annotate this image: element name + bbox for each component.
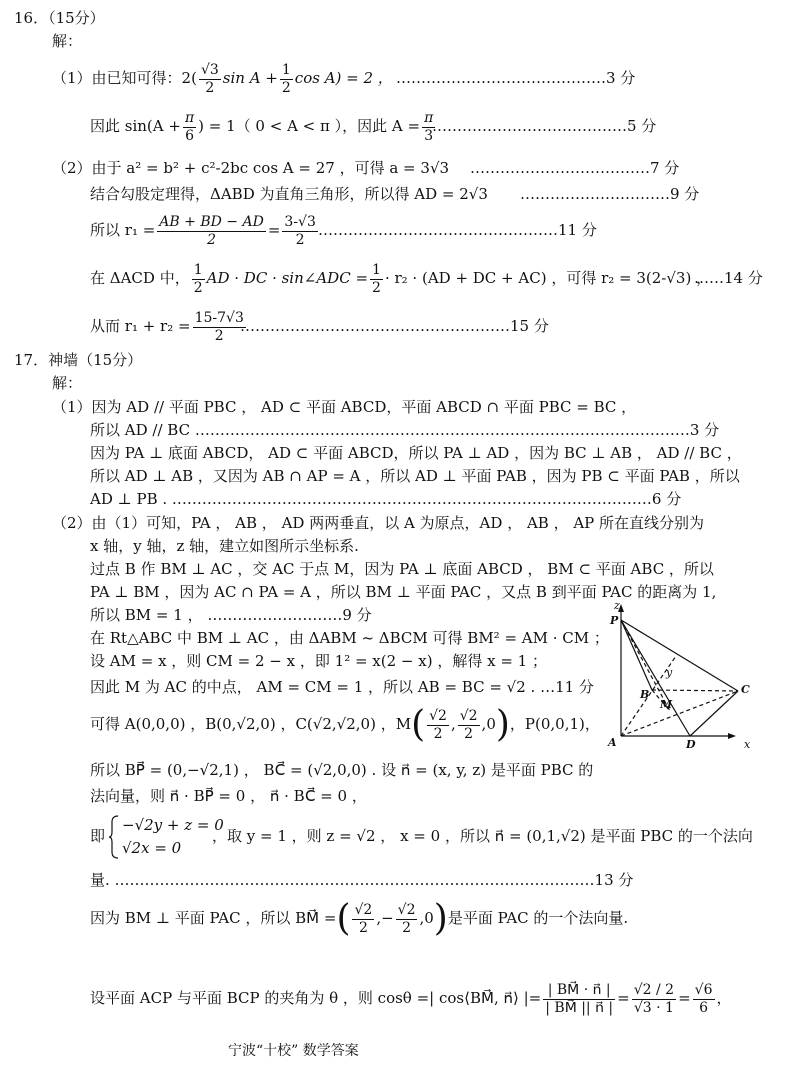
q16-line3: （2）由于 a² = b² + c²-2bc cos A = 27 ，可得 a = 3√3 bbox=[52, 159, 450, 177]
label-D: D bbox=[686, 738, 696, 751]
text: sin A + bbox=[222, 69, 278, 87]
denominator: 6 bbox=[185, 127, 195, 144]
numerator: √2 bbox=[429, 707, 447, 724]
equation-system bbox=[108, 814, 224, 860]
equation-1: −√2y + z = 0 bbox=[122, 816, 224, 834]
denominator: 2 bbox=[295, 231, 305, 248]
fraction bbox=[199, 62, 221, 97]
q16-points-11: …………………………………………11 分 bbox=[318, 221, 597, 239]
fraction bbox=[193, 310, 246, 345]
numerator: 1 bbox=[193, 261, 203, 278]
q16-points-5: …………………………………5 分 bbox=[432, 117, 657, 135]
q16-line1 bbox=[52, 58, 393, 98]
text: = bbox=[678, 989, 691, 1007]
text: ) = 1（ 0 < A < π ），因此 A = bbox=[198, 117, 421, 135]
q16-points-9: …………………………9 分 bbox=[520, 185, 700, 203]
fraction bbox=[352, 902, 374, 937]
numerator: √2 / 2 bbox=[633, 981, 675, 998]
fraction bbox=[192, 262, 205, 297]
q17-line17-rest: ，取 y = 1 ，则 z = √2 ， x = 0 ，所以 n⃗ = (0,1,√2) 是平面 PBC 的一个法向 bbox=[212, 827, 753, 845]
brace-icon bbox=[108, 814, 120, 860]
q16-points-3: ……………………………………3 分 bbox=[396, 69, 636, 87]
q17-line13: 因此 M 为 AC 的中点， AM = CM = 1 ，所以 AB = BC = √2 . …11 分 bbox=[90, 678, 594, 696]
label-C: C bbox=[741, 683, 750, 696]
denominator: 2 bbox=[464, 725, 474, 742]
denominator: 2 bbox=[214, 327, 224, 344]
edge-AC bbox=[621, 691, 738, 736]
denominator: 2 bbox=[205, 79, 215, 96]
numerator: √2 bbox=[397, 901, 416, 918]
denominator: 2 bbox=[281, 79, 291, 96]
text: ， bbox=[716, 989, 732, 1007]
label-y: y bbox=[666, 666, 673, 679]
q17-line2: 所以 AD // BC ………………………………………………………………………………………3 分 bbox=[90, 421, 720, 439]
edge-PD bbox=[621, 620, 690, 736]
text: 是平面 PAC 的一个法向量. bbox=[447, 909, 629, 927]
q16-title: 16．（15分） bbox=[14, 9, 105, 27]
q17-jie: 解： bbox=[52, 374, 83, 392]
text: 可得 A(0,0,0) ，B(0,√2,0) ，C(√2,√2,0) ，M bbox=[90, 715, 412, 733]
fraction bbox=[427, 708, 449, 743]
paren-right: ) bbox=[495, 704, 510, 745]
text: 在 ΔACD 中， bbox=[90, 269, 190, 287]
denominator: 2 bbox=[193, 279, 203, 296]
text: 即 bbox=[90, 827, 106, 845]
denominator: 2 bbox=[372, 279, 381, 296]
q16-line5 bbox=[90, 210, 320, 250]
pyramid-figure bbox=[604, 600, 768, 752]
paren-left: ( bbox=[336, 898, 351, 939]
equation-2: √2x = 0 bbox=[122, 839, 182, 857]
q17-line6: （2）由（1）可知，PA ， AB ， AD 两两垂直，以 A 为原点，AD ， AB ， AP 所在直线分别为 bbox=[52, 514, 705, 532]
fraction bbox=[370, 262, 383, 297]
q17-line12: 设 AM = x ，则 CM = 2 − x ，即 1² = x(2 − x) ，解得 x = 1 ； bbox=[90, 652, 547, 670]
paren-left: ( bbox=[411, 704, 426, 745]
q17-line16: 法向量，则 n⃗ · BP⃗ = 0 ， n⃗ · BC⃗ = 0 ， bbox=[90, 787, 367, 805]
text: ，P(0,0,1)， bbox=[509, 715, 600, 733]
denominator: 3 bbox=[424, 127, 434, 144]
denominator: 2 bbox=[402, 919, 412, 936]
q16-line7 bbox=[90, 306, 248, 346]
denominator: 2 bbox=[207, 231, 217, 248]
numerator: 15-7√3 bbox=[194, 309, 244, 326]
q17-line19: 因为 BM ⊥ 平面 PAC ，所以 BM⃗ =( $\frac{√2}{2}$ ,− $\frac{√2}{2}$ ,0)是平面 PAC 的一个法向量. bbox=[90, 898, 629, 939]
q16-points-14: ……14 分 bbox=[694, 269, 763, 287]
numerator: √2 bbox=[354, 901, 373, 918]
numerator: √6 bbox=[694, 981, 713, 998]
label-z: z bbox=[614, 600, 620, 612]
denominator: √3 · 1 bbox=[633, 999, 674, 1016]
edge-PC bbox=[621, 620, 738, 691]
q17-line1: （1）因为 AD // 平面 PBC ， AD ⊂ 平面 ABCD，平面 ABCD ∩ 平面 PBC = BC ， bbox=[52, 398, 637, 416]
denominator: 2 bbox=[433, 725, 443, 742]
text: 从而 r₁ + r₂ = bbox=[90, 317, 191, 335]
page-footer: 宁波“十校” 数学答案 bbox=[228, 1043, 359, 1059]
label-P: P bbox=[610, 614, 619, 627]
q16-line2 bbox=[90, 106, 437, 146]
fraction bbox=[280, 62, 293, 97]
q17-line15: 所以 BP⃗ = (0,−√2,1) ， BC⃗ = (√2,0,0) . 设 n⃗ = (x, y, z) 是平面 PBC 的 bbox=[90, 761, 594, 779]
label-A: A bbox=[608, 736, 617, 749]
numerator: √2 bbox=[459, 707, 478, 724]
text: = bbox=[617, 989, 630, 1007]
text: 设平面 ACP 与平面 BCP 的夹角为 θ ，则 cosθ =| cos⟨BM⃗, n⃗⟩ |= bbox=[90, 989, 542, 1007]
edge-DC bbox=[690, 691, 738, 736]
q17-line17 bbox=[90, 814, 105, 858]
numerator: √3 bbox=[200, 61, 219, 78]
x-arrow-icon bbox=[728, 733, 736, 739]
numerator: π bbox=[424, 109, 434, 126]
q16-jie: 解： bbox=[52, 32, 83, 50]
numerator: 3-√3 bbox=[284, 213, 316, 230]
q16-points-7: ………………………………7 分 bbox=[470, 159, 680, 177]
denominator: 2 bbox=[358, 919, 368, 936]
label-x: x bbox=[744, 738, 751, 751]
fraction bbox=[183, 110, 196, 145]
q17-line10: 所以 BM = 1 ， ………………………9 分 bbox=[90, 606, 372, 624]
q17-line5: AD ⊥ PB . ……………………………………………………………………………………6 分 bbox=[90, 490, 682, 508]
q17-line11: 在 Rt△ABC 中 BM ⊥ AC ，由 ΔABM ~ ΔBCM 可得 BM² = AM · CM ； bbox=[90, 629, 609, 647]
label-B: B bbox=[640, 688, 650, 701]
numerator: 1 bbox=[281, 61, 291, 78]
edge-PB bbox=[621, 620, 652, 690]
fraction bbox=[396, 902, 418, 937]
q17-line3: 因为 PA ⊥ 底面 ABCD， AD ⊂ 平面 ABCD，所以 PA ⊥ AD ，因为 BC ⊥ AB ， AD // BC ， bbox=[90, 444, 742, 462]
fraction bbox=[282, 214, 317, 249]
q17-title: 17．神墙（15分） bbox=[14, 351, 143, 369]
numerator: π bbox=[184, 109, 195, 126]
text: （1）由已知可得：2( bbox=[52, 69, 197, 87]
edge-BC bbox=[652, 690, 738, 691]
fraction bbox=[543, 982, 615, 1017]
q16-line6 bbox=[90, 258, 711, 298]
denominator: 6 bbox=[699, 999, 709, 1016]
q17-line8: 过点 B 作 BM ⊥ AC ，交 AC 于点 M，因为 PA ⊥ 底面 ABCD ， BM ⊂ 平面 ABC ，所以 bbox=[90, 560, 714, 578]
text: cos A) = 2 ， bbox=[294, 69, 393, 87]
text: = bbox=[267, 221, 281, 239]
paren-right: ) bbox=[433, 898, 448, 939]
numerator: AB + BD − AD bbox=[159, 213, 264, 230]
numerator: 1 bbox=[372, 261, 381, 278]
label-M: M bbox=[660, 698, 673, 711]
text: AD · DC · sin∠ADC = bbox=[206, 269, 369, 287]
denominator: | BM⃗ || n⃗ | bbox=[545, 999, 614, 1016]
q17-line20 bbox=[90, 970, 732, 1026]
fraction bbox=[157, 214, 266, 249]
q17-line14: 可得 A(0,0,0) ，B(0,√2,0) ，C(√2,√2,0) ，M( $\frac{√2}{2}$ , $\frac{√2}{2}$ ,0)，P(0,0,1)， bbox=[90, 704, 600, 745]
fraction bbox=[632, 982, 676, 1017]
q17-line7: x 轴，y 轴，z 轴，建立如图所示坐标系. bbox=[90, 537, 359, 555]
fraction bbox=[458, 708, 480, 743]
text: 因此 sin(A + bbox=[90, 117, 181, 135]
q17-line4: 所以 AD ⊥ AB ，又因为 AB ∩ AP = A ，所以 AD ⊥ 平面 PAB ，因为 PB ⊂ 平面 PAB ，所以 bbox=[90, 467, 740, 485]
text: · r₂ · (AD + DC + AC) ，可得 r₂ = 3(2-√3) ， bbox=[384, 269, 712, 287]
text: 所以 r₁ = bbox=[90, 221, 156, 239]
q16-line4: 结合勾股定理得，ΔABD 为直角三角形，所以得 AD = 2√3 bbox=[90, 185, 488, 203]
q16-points-15: ………………………………………………15 分 bbox=[240, 317, 549, 335]
q17-line18: 量. ……………………………………………………………………………………13 分 bbox=[90, 871, 634, 889]
fraction bbox=[693, 982, 715, 1017]
numerator: | BM⃗ · n⃗ | bbox=[543, 982, 615, 1000]
q17-line9: PA ⊥ BM ，因为 AC ∩ PA = A ，所以 BM ⊥ 平面 PAC ，又点 B 到平面 PAC 的距离为 1, bbox=[90, 583, 717, 601]
text: 因为 BM ⊥ 平面 PAC ，所以 BM⃗ = bbox=[90, 909, 337, 927]
